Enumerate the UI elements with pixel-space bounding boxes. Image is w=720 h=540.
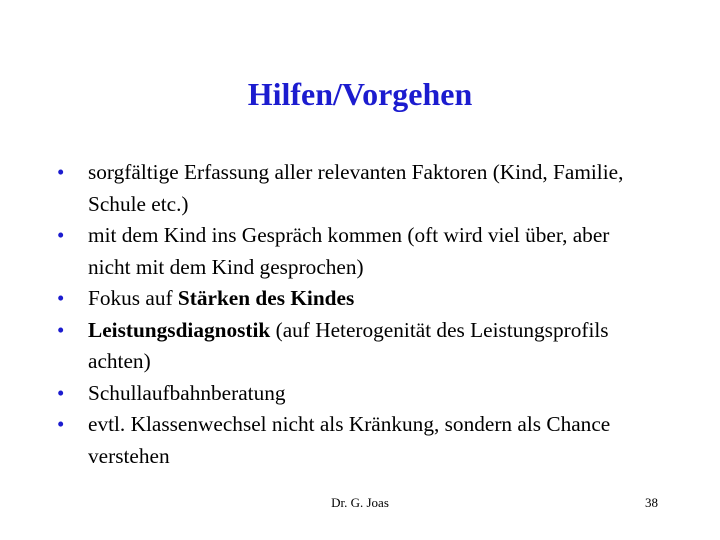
bullet-icon: • [57,412,65,436]
bullet-text: evtl. Klassenwechsel nicht als Kränkung, sondern als Chance verstehen [88,412,611,468]
bullet-text: sorgfältige Erfassung aller relevanten Faktoren (Kind, Familie, Schule etc.) [88,160,624,216]
bullet-text-emphasis: Stärken des Kindes [177,286,355,310]
bullet-icon: • [57,380,65,405]
bullet-text-suffix: (auf Heterogenität des Leistungsprofils achten) [88,317,609,373]
bullet-text-emphasis: Leistungsdiagnostik [88,317,271,342]
bullet-icon: • [57,160,65,184]
bullet-icon: • [57,223,65,247]
bullet-text: Schullaufbahnberatung [88,380,286,405]
bullet-icon: • [57,286,65,310]
list-item [57,220,657,283]
bullet-list [57,157,657,472]
page-title: Hilfen/Vorgehen [247,76,473,112]
page-number: 38 [645,495,658,510]
list-item [57,157,657,220]
bullet-text-prefix: Fokus auf [88,286,178,310]
bullet-text: mit dem Kind ins Gespräch kommen (oft wird viel über, aber nicht mit dem Kind gesprochen) [88,223,610,279]
list-item [57,409,657,472]
footer-author: Dr. G. Joas [331,495,389,510]
list-item [57,378,657,410]
list-item [57,283,657,315]
bullet-icon: • [57,317,65,342]
list-item [57,315,657,378]
